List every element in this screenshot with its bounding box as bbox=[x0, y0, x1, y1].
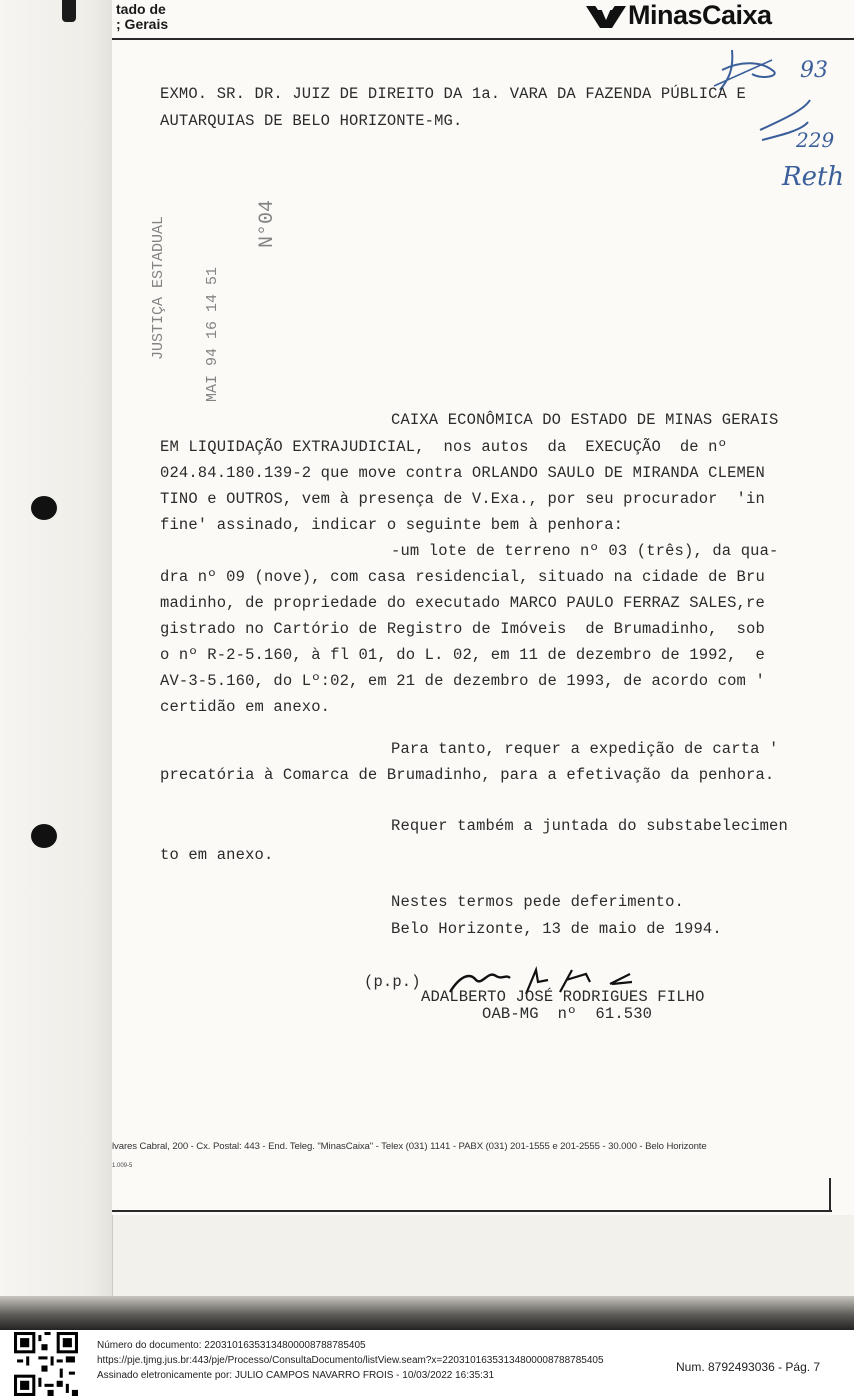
paragraph-2-line-1: -um lote de terreno nº 03 (três), da qua- bbox=[391, 542, 779, 560]
address-line-1: EXMO. SR. DR. JUIZ DE DIREITO DA 1a. VARA DA FAZENDA PÚBLICA E bbox=[160, 85, 746, 103]
handwritten-margin-number: 229 bbox=[796, 128, 835, 152]
per-procurationem: (p.p.) bbox=[364, 973, 421, 991]
document-url[interactable]: https://pje.tjmg.jus.br:443/pje/Processo/ConsultaDocumento/listView.seam?x=22031016353134800008788785405 bbox=[97, 1355, 604, 1366]
paragraph-1-line-4: TINO e OUTROS, vem à presença de V.Exa., por seu procurador 'in bbox=[160, 490, 765, 508]
document-number: Número do documento: 22031016353134800008788785405 bbox=[97, 1340, 366, 1351]
qr-code-icon bbox=[14, 1332, 78, 1396]
left-paper-strip bbox=[0, 0, 113, 1330]
punch-hole-bottom bbox=[31, 824, 57, 848]
signatory-name: ADALBERTO JOSÉ RODRIGUES FILHO bbox=[421, 988, 705, 1006]
form-code: 1.009-5 bbox=[112, 1163, 133, 1169]
paragraph-2-line-3: madinho, de propriedade do executado MARCO PAULO FERRAZ SALES,re bbox=[160, 594, 765, 612]
footer-corner-mark bbox=[829, 1178, 831, 1212]
paragraph-1-line-5: fine' assinado, indicar o seguinte bem à penhora: bbox=[160, 516, 624, 534]
page-reference: Num. 8792493036 - Pág. 7 bbox=[676, 1360, 821, 1374]
paragraph-4-line-2: to em anexo. bbox=[160, 846, 274, 864]
closing-place-date: Belo Horizonte, 13 de maio de 1994. bbox=[391, 920, 722, 938]
handwritten-page-number: 93 bbox=[800, 58, 828, 83]
electronic-signature: Assinado eletronicamente por: JULIO CAMPOS NAVARRO FROIS - 10/03/2022 16:35:31 bbox=[97, 1370, 495, 1381]
scan-shadow-band bbox=[0, 1296, 854, 1330]
stamp-number: N°04 bbox=[256, 199, 279, 248]
paragraph-2-line-2: dra nº 09 (nove), com casa residencial, situado na cidade de Bru bbox=[160, 568, 765, 586]
paragraph-3-line-1: Para tanto, requer a expedição de carta ' bbox=[391, 740, 779, 758]
logo-text: MinasCaixa bbox=[628, 0, 772, 30]
paragraph-2-line-7: certidão em anexo. bbox=[160, 698, 331, 716]
stamp-court-name: JUSTIÇA ESTADUAL bbox=[150, 215, 167, 360]
state-name-fragment: tado de ; Gerais bbox=[116, 1, 169, 32]
paragraph-2-line-5: o nº R-2-5.160, à fl 01, do L. 02, em 11 de dezembro de 1992, e bbox=[160, 646, 765, 664]
paragraph-1-line-3: 024.84.180.139-2 que move contra ORLANDO SAULO DE MIRANDA CLEMEN bbox=[160, 464, 765, 482]
logo-mark-icon bbox=[586, 2, 626, 28]
footer-rule bbox=[112, 1210, 832, 1212]
letterhead-address: lvares Cabral, 200 - Cx. Postal: 443 - End. Teleg. "MinasCaixa" - Telex (031) 1141 - PABX (031) 201-1555 e 201-2555 - 30.000 - Belo Horizonte bbox=[112, 1141, 707, 1152]
clip-mark bbox=[62, 0, 76, 22]
stamp-date-time: MAI 94 16 14 51 bbox=[204, 266, 221, 402]
paragraph-2-line-6: AV-3-5.160, do Lº:02, em 21 de dezembro de 1993, de acordo com ' bbox=[160, 672, 765, 690]
paragraph-2-line-4: gistrado no Cartório de Registro de Imóveis de Brumadinho, sob bbox=[160, 620, 765, 638]
paragraph-3-line-2: precatória à Comarca de Brumadinho, para a efetivação da penhora. bbox=[160, 766, 775, 784]
paragraph-4-line-1: Requer também a juntada do substabelecimen bbox=[391, 817, 788, 835]
punch-hole-top bbox=[31, 496, 57, 520]
paragraph-1-line-2: EM LIQUIDAÇÃO EXTRAJUDICIAL, nos autos da EXECUÇÃO de nº bbox=[160, 438, 728, 456]
paragraph-1-line-1: CAIXA ECONÔMICA DO ESTADO DE MINAS GERAIS bbox=[391, 411, 779, 429]
handwritten-margin-note: Reth bbox=[782, 162, 845, 192]
address-line-2: AUTARQUIAS DE BELO HORIZONTE-MG. bbox=[160, 112, 463, 130]
minascaixa-logo bbox=[586, 0, 772, 30]
signatory-oab: OAB-MG nº 61.530 bbox=[482, 1005, 653, 1023]
closing-request: Nestes termos pede deferimento. bbox=[391, 893, 684, 911]
